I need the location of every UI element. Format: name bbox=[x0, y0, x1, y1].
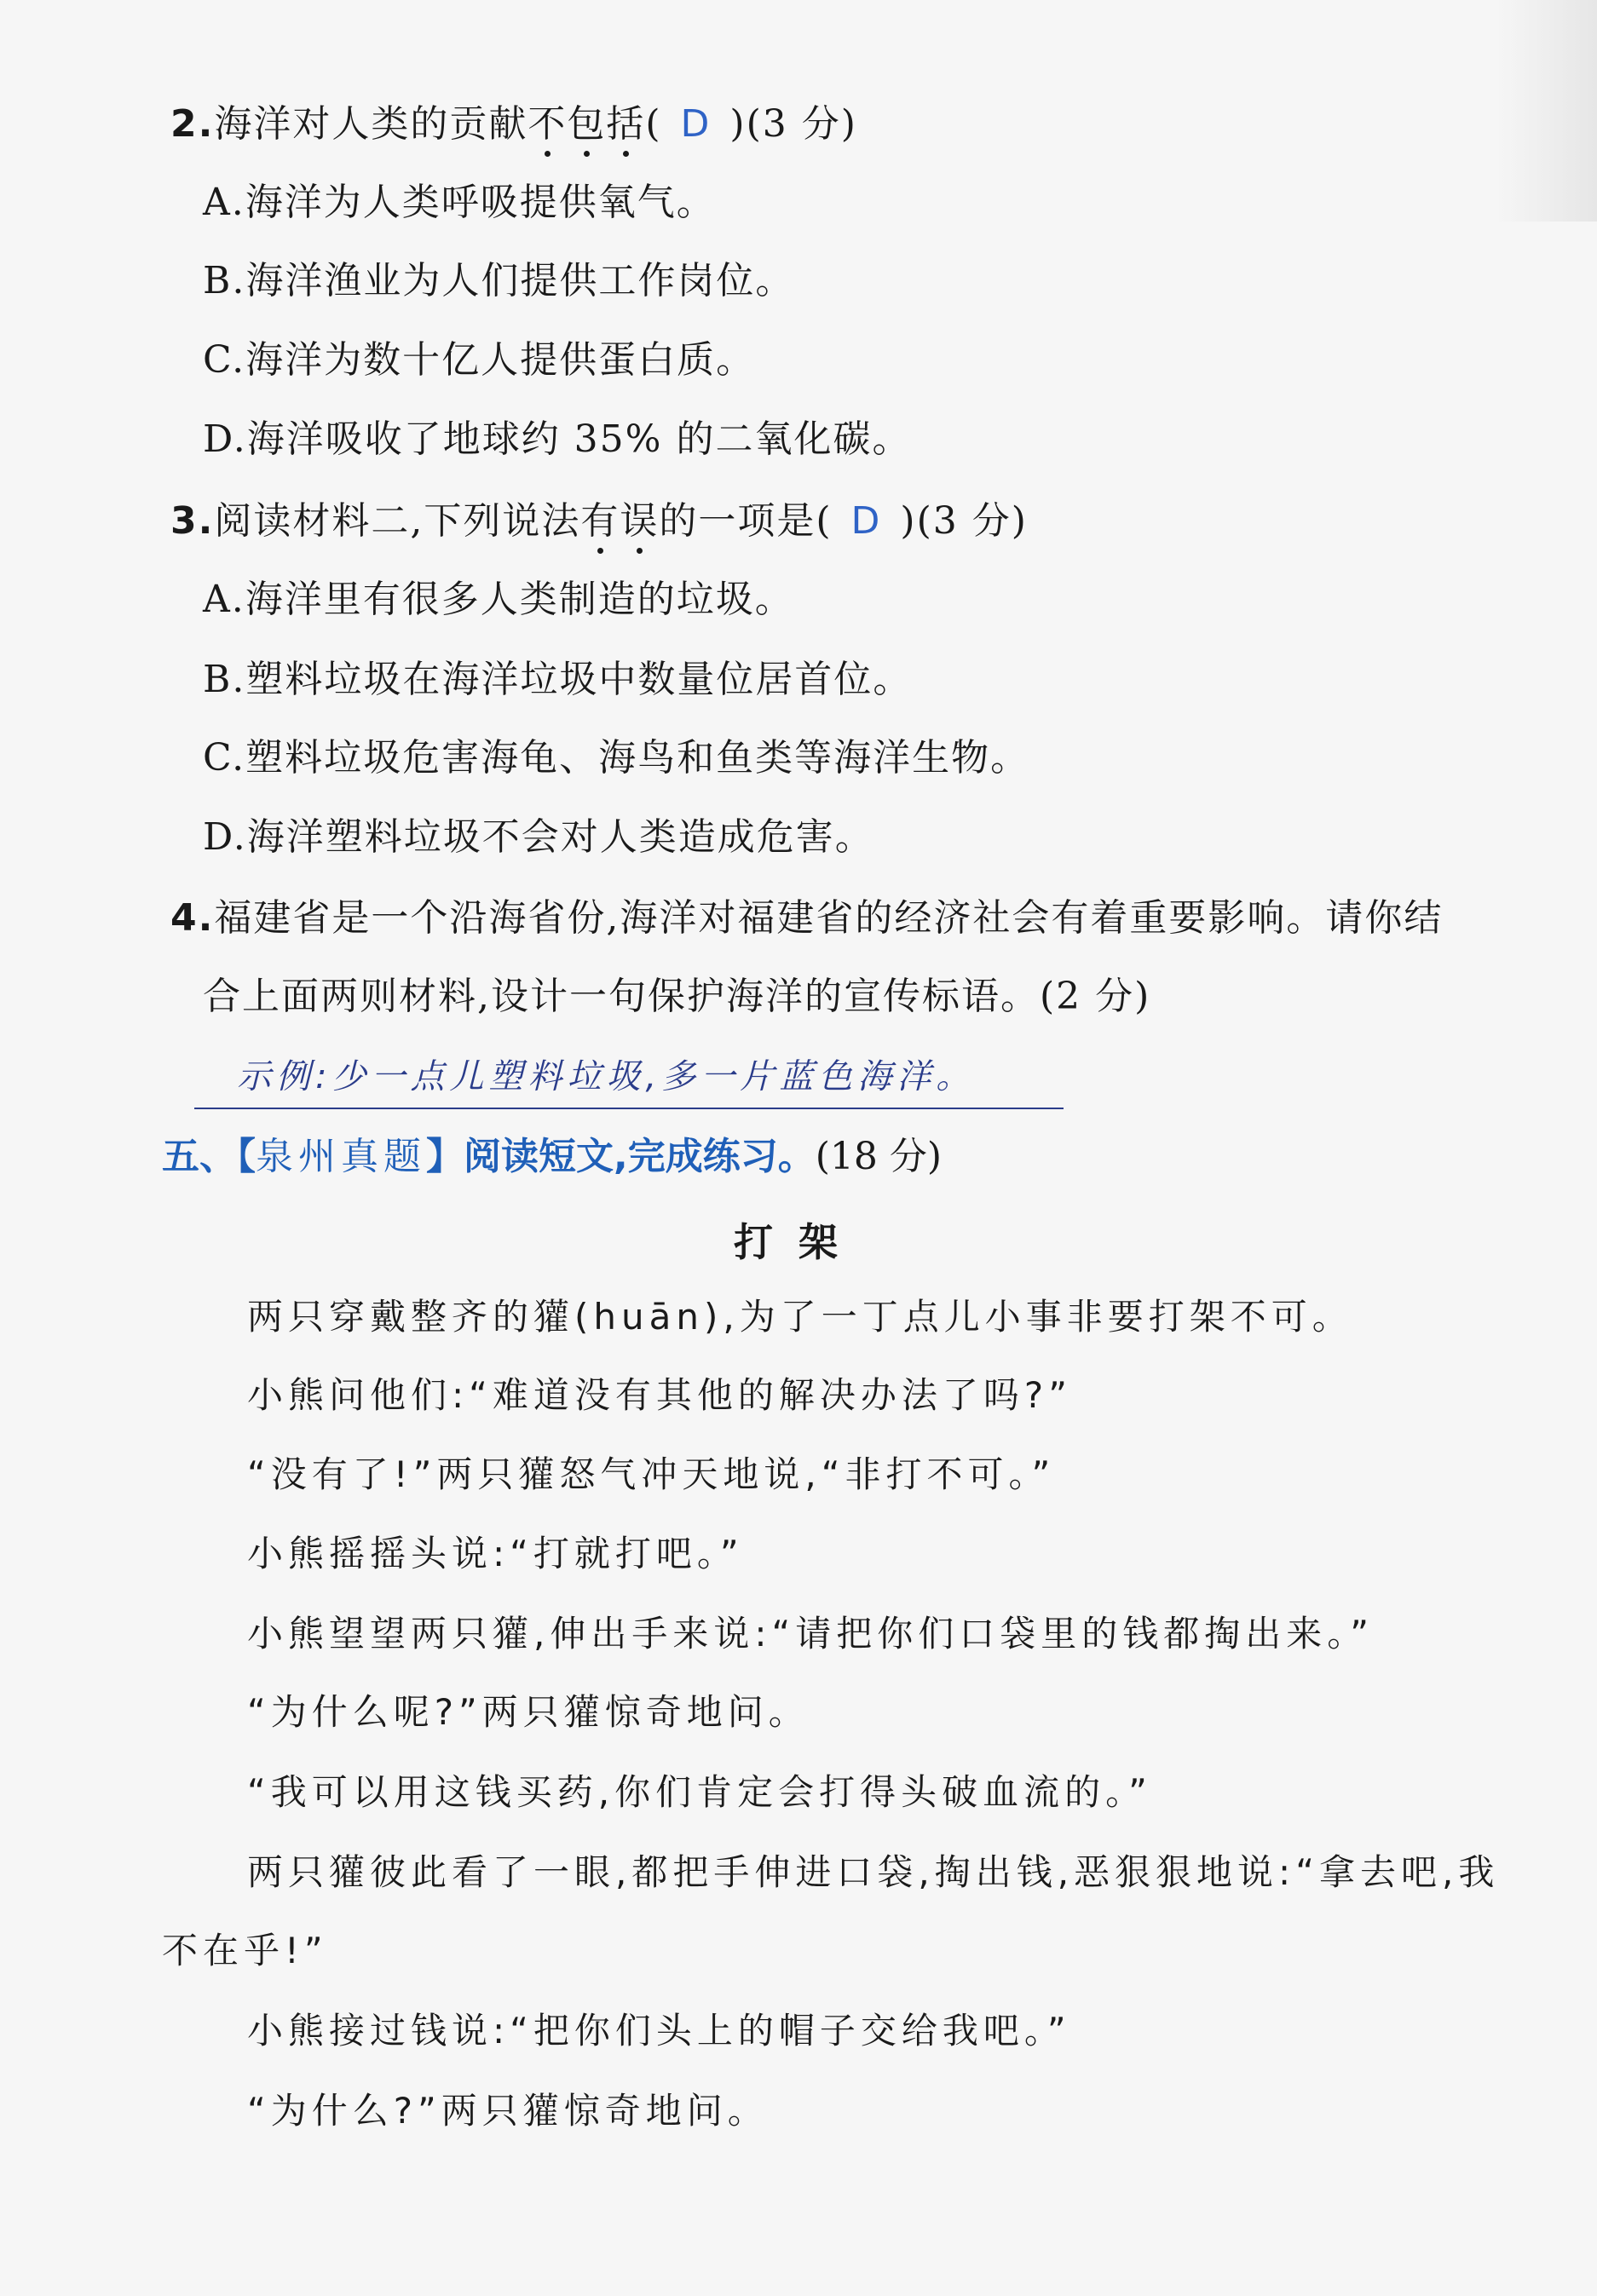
question-number: 2. bbox=[170, 102, 215, 146]
story-paragraph: 小熊问他们:“难道没有其他的解决办法了吗?” bbox=[247, 1374, 1072, 1416]
question-3-stem bbox=[170, 498, 1028, 545]
story-paragraph: “为什么?”两只獾惊奇地问。 bbox=[247, 2090, 769, 2132]
emphasis-char: 包 bbox=[567, 101, 606, 148]
handwritten-answer: 示例:少一点儿塑料垃圾,多一片蓝色海洋。 bbox=[237, 1057, 976, 1096]
emphasis-char: 有 bbox=[580, 498, 620, 545]
story-paragraph: “为什么呢?”两只獾惊奇地问。 bbox=[247, 1691, 810, 1733]
answer-mark: D bbox=[850, 499, 882, 543]
option-a: A.海洋里有很多人类制造的垃圾。 bbox=[203, 578, 794, 621]
section-heading bbox=[162, 1133, 942, 1181]
story-paragraph: “我可以用这钱买药,你们肯定会打得头破血流的。” bbox=[247, 1771, 1152, 1813]
option-c: C.塑料垃圾危害海龟、海鸟和鱼类等海洋生物。 bbox=[203, 736, 1030, 780]
emphasis-char: 括 bbox=[606, 101, 645, 148]
answer-line bbox=[194, 1048, 1064, 1109]
question-text: 阅读材料二,下列说法 bbox=[214, 499, 581, 543]
question-4-stem bbox=[170, 895, 1443, 942]
question-number: 3. bbox=[170, 499, 215, 543]
option-d: D.海洋塑料垃圾不会对人类造成危害。 bbox=[203, 815, 874, 859]
question-score: )(3 分) bbox=[729, 102, 857, 146]
emphasis-char: 误 bbox=[620, 498, 659, 545]
question-2-stem bbox=[170, 101, 857, 148]
scan-shadow bbox=[1495, 0, 1597, 222]
option-a: A.海洋为人类呼吸提供氧气。 bbox=[203, 181, 716, 224]
story-paragraph: 小熊接过钱说:“把你们头上的帽子交给我吧。” bbox=[247, 2010, 1071, 2051]
question-text: 福建省是一个沿海省份,海洋对福建省的经济社会有着重要影响。请你结 bbox=[214, 896, 1444, 940]
question-text: 海洋对人类的贡献 bbox=[214, 102, 528, 146]
option-c: C.海洋为数十亿人提供蛋白质。 bbox=[203, 338, 756, 382]
bracket-open: 【 bbox=[237, 1135, 256, 1178]
section-title: 阅读短文,完成练习。 bbox=[464, 1135, 816, 1178]
question-score: )(3 分) bbox=[900, 499, 1028, 543]
question-text: 的一项是( bbox=[659, 499, 833, 543]
story-paragraph: 两只穿戴整齐的獾(huān),为了一丁点儿小事非要打架不可。 bbox=[247, 1296, 1353, 1338]
story-paragraph-cont: 不在乎!” bbox=[162, 1930, 328, 1971]
emphasis-char: 不 bbox=[528, 101, 567, 148]
bracket-close: 】 bbox=[426, 1135, 464, 1178]
option-d: D.海洋吸收了地球约 35% 的二氧化碳。 bbox=[203, 417, 912, 461]
question-4-stem-cont: 合上面两则材料,设计一句保护海洋的宣传标语。(2 分) bbox=[203, 975, 1151, 1018]
section-prefix: 五、 bbox=[162, 1135, 237, 1178]
option-b: B.海洋渔业为人们提供工作岗位。 bbox=[203, 259, 795, 302]
paren-open: ( bbox=[645, 102, 662, 146]
answer-mark: D bbox=[680, 102, 712, 146]
story-paragraph: 小熊望望两只獾,伸出手来说:“请把你们口袋里的钱都掏出来。” bbox=[247, 1613, 1375, 1654]
story-paragraph: 两只獾彼此看了一眼,都把手伸进口袋,掏出钱,恶狠狠地说:“拿去吧,我 bbox=[247, 1851, 1500, 1893]
question-number: 4. bbox=[170, 896, 215, 940]
option-b: B.塑料垃圾在海洋垃圾中数量位居首位。 bbox=[203, 658, 913, 701]
story-paragraph: 小熊摇摇头说:“打就打吧。” bbox=[247, 1533, 744, 1574]
section-score: (18 分) bbox=[815, 1135, 943, 1178]
story-title: 打架 bbox=[734, 1219, 863, 1265]
story-paragraph: “没有了!”两只獾怒气冲天地说,“非打不可。” bbox=[247, 1453, 1056, 1495]
section-source-tag: 泉州真题 bbox=[256, 1135, 426, 1178]
